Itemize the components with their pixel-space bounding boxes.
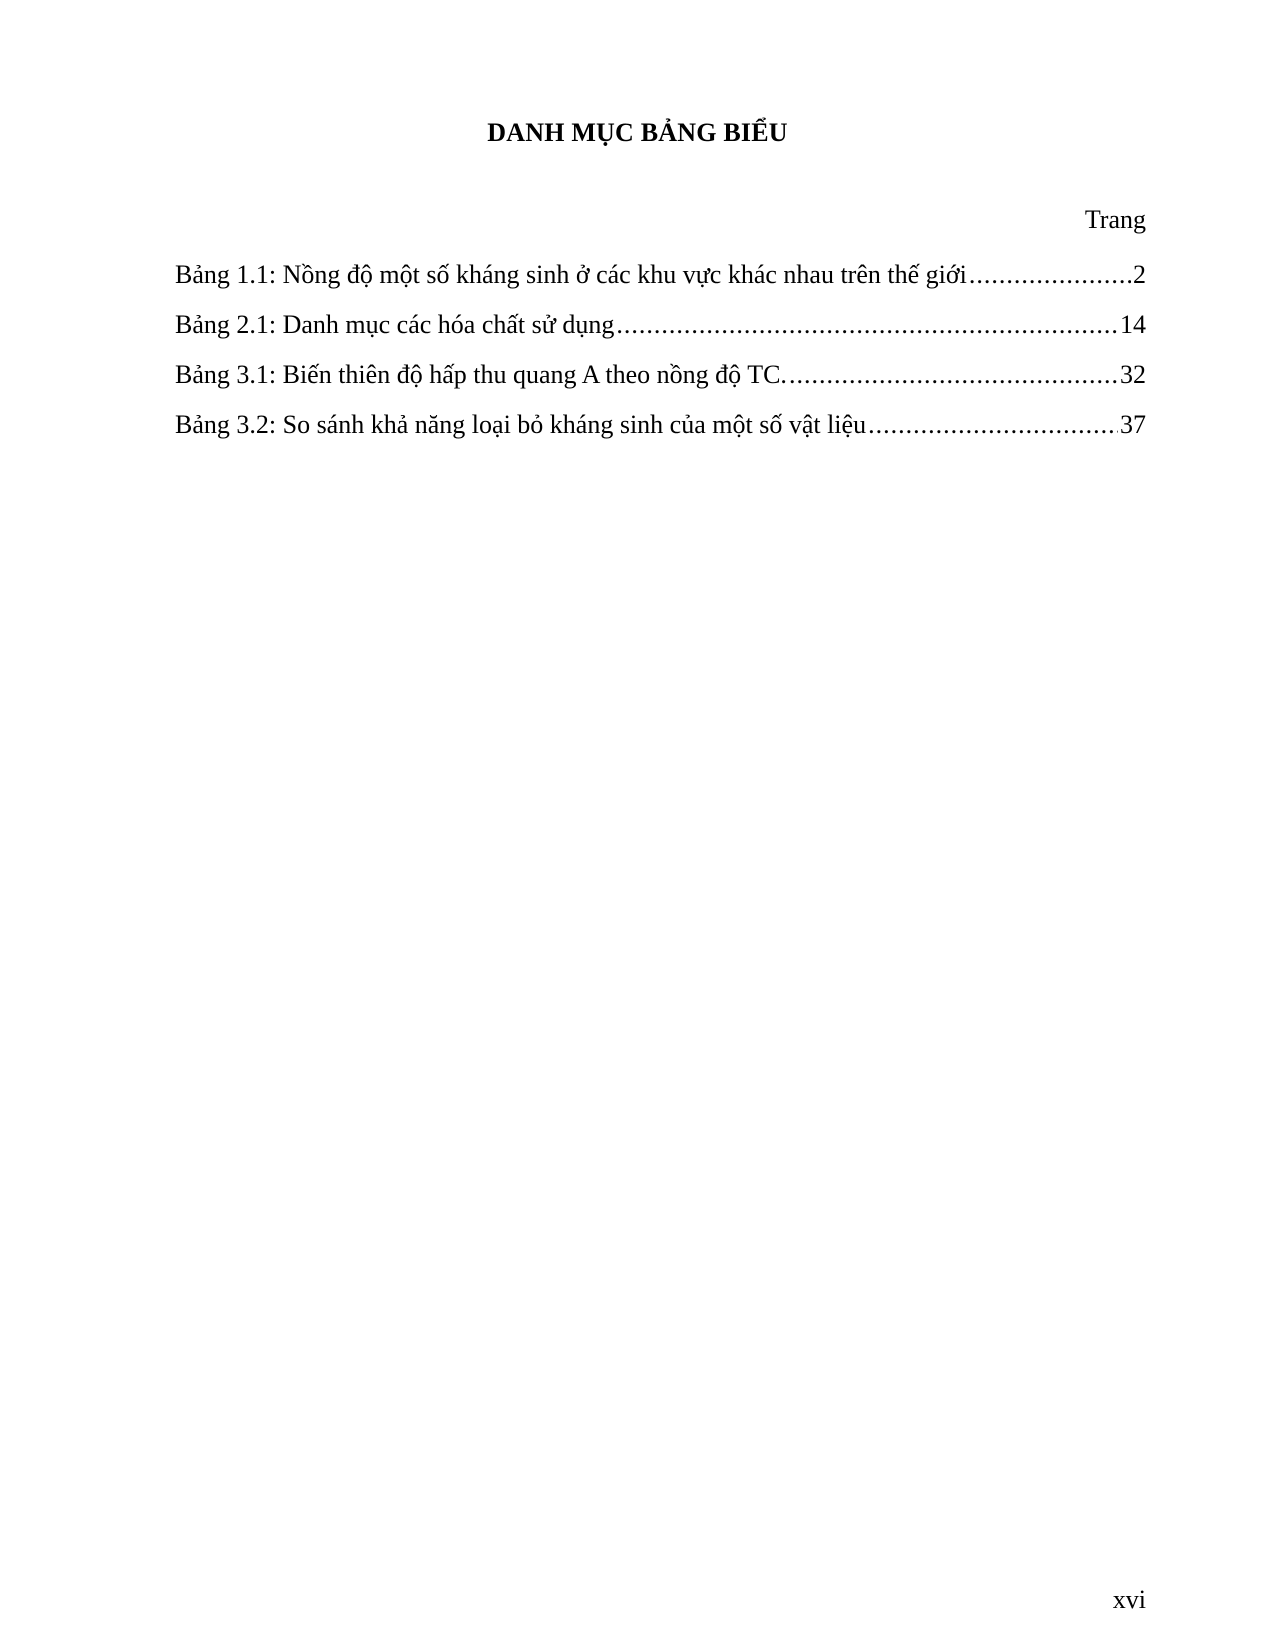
table-list (175, 250, 1146, 450)
toc-entry-page: 37 (1120, 410, 1146, 439)
page-title: DANH MỤC BẢNG BIỂU (487, 118, 788, 147)
page-column-header: Trang (1084, 205, 1146, 234)
dot-leader (969, 250, 1131, 300)
footer-page-number: xvi (1112, 1585, 1146, 1614)
toc-entry-2[interactable] (175, 300, 1146, 350)
toc-entry-page: 32 (1120, 360, 1146, 389)
dot-leader (868, 400, 1118, 450)
dot-leader (616, 300, 1118, 350)
toc-entry-label: Bảng 3.1: Biến thiên độ hấp thu quang A theo nồng độ TC. (175, 360, 787, 389)
toc-entry-label: Bảng 3.2: So sánh khả năng loại bỏ kháng sinh của một số vật liệu (175, 410, 867, 439)
toc-entry-3[interactable] (175, 350, 1146, 400)
toc-entry-page: 2 (1133, 260, 1146, 289)
toc-entry-page: 14 (1120, 310, 1146, 339)
toc-entry-label: Bảng 1.1: Nồng độ một số kháng sinh ở các khu vực khác nhau trên thế giới (175, 260, 967, 289)
dot-leader (789, 350, 1118, 400)
toc-entry-label: Bảng 2.1: Danh mục các hóa chất sử dụng (175, 310, 615, 339)
toc-entry-4[interactable] (175, 400, 1146, 450)
toc-entry-1[interactable] (175, 250, 1146, 300)
